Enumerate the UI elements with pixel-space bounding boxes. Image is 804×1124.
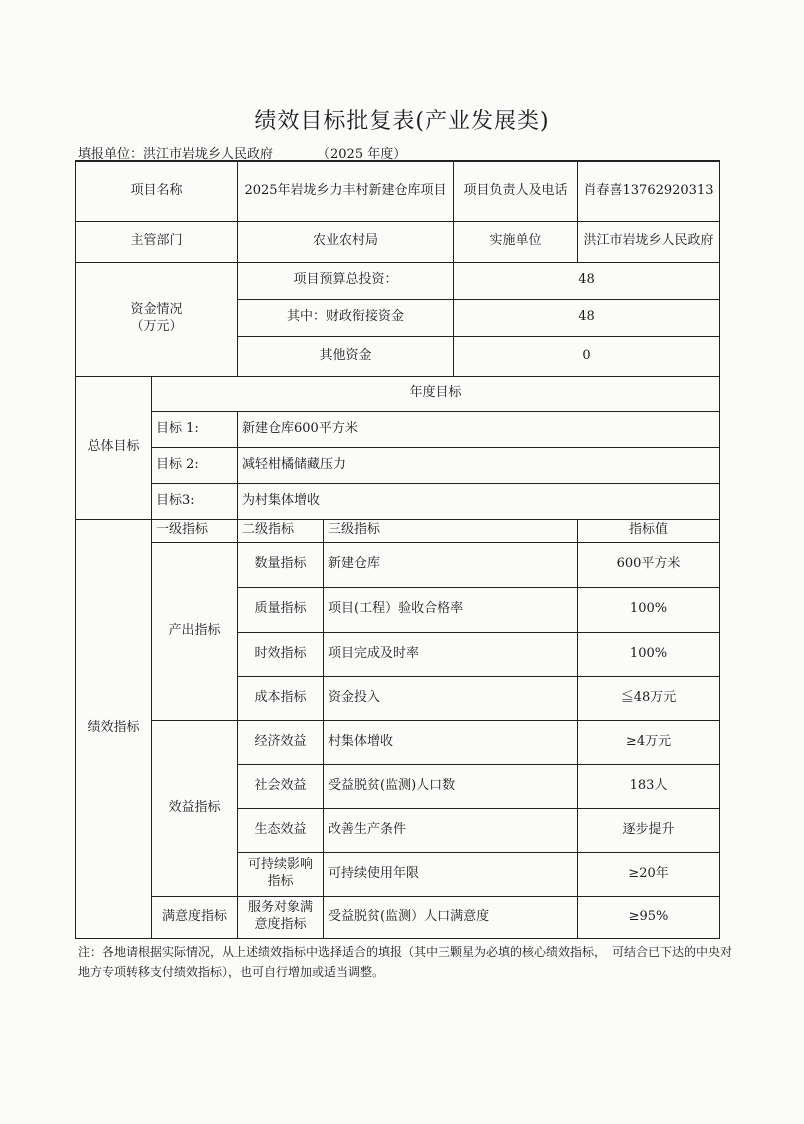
kpi-value: 100% [578, 632, 720, 676]
fund-row-label: 其他资金 [238, 336, 454, 376]
dept-value: 农业农村局 [238, 221, 454, 262]
fund-row-value: 48 [454, 299, 720, 336]
kpi-value: ≥4万元 [578, 720, 720, 764]
funds-unit: （万元） [130, 319, 183, 334]
kpi-l3: 受益脱贫(监测）人口满意度 [324, 896, 578, 938]
dept-label: 主管部门 [76, 221, 238, 262]
goal-label: 目标 2: [152, 447, 238, 483]
kpi-header-l3: 三级指标 [324, 519, 578, 542]
fund-row-label: 项目预算总投资： [238, 262, 454, 299]
kpi-l2: 经济效益 [238, 720, 324, 764]
goal-label: 目标3: [152, 483, 238, 519]
kpi-l2: 质量指标 [238, 587, 324, 632]
project-manager-label: 项目负责人及电话 [454, 161, 578, 221]
kpi-l2: 生态效益 [238, 808, 324, 852]
kpi-value: ≥20年 [578, 852, 720, 896]
report-year: （2025 年度） [317, 147, 407, 162]
reporting-unit: 填报单位：洪江市岩垅乡人民政府 [78, 147, 274, 162]
kpi-l2: 服务对象满意度指标 [238, 896, 324, 938]
kpi-l3: 项目完成及时率 [324, 632, 578, 676]
goal-value: 新建仓库600平方米 [238, 411, 720, 447]
impl-value: 洪江市岩垅乡人民政府 [578, 221, 720, 262]
kpi-header-value: 指标值 [578, 519, 720, 542]
kpi-l3: 受益脱贫(监测)人口数 [324, 764, 578, 808]
goals-label: 总体目标 [76, 376, 152, 519]
kpi-l2: 社会效益 [238, 764, 324, 808]
kpi-label: 绩效指标 [76, 519, 152, 938]
kpi-l3: 改善生产条件 [324, 808, 578, 852]
project-name-label: 项目名称 [76, 161, 238, 221]
kpi-value: 600平方米 [578, 542, 720, 587]
kpi-group-satisfaction: 满意度指标 [152, 896, 238, 938]
annual-goal-header: 年度目标 [152, 376, 720, 411]
kpi-value: 183人 [578, 764, 720, 808]
impl-label: 实施单位 [454, 221, 578, 262]
kpi-value: 100% [578, 587, 720, 632]
fund-row-value: 48 [454, 262, 720, 299]
fund-row-label: 其中：财政衔接资金 [238, 299, 454, 336]
kpi-value: ≥95% [578, 896, 720, 938]
page-title: 绩效目标批复表(产业发展类) [254, 109, 550, 134]
kpi-l2: 可持续影响指标 [238, 852, 324, 896]
funds-label [76, 262, 238, 376]
kpi-l3: 可持续使用年限 [324, 852, 578, 896]
kpi-l3: 资金投入 [324, 676, 578, 720]
fund-row-value: 0 [454, 336, 720, 376]
project-manager-value: 肖春喜13762920313 [578, 161, 720, 221]
kpi-value: ≦48万元 [578, 676, 720, 720]
kpi-l2: 成本指标 [238, 676, 324, 720]
kpi-l2: 数量指标 [238, 542, 324, 587]
kpi-l3: 村集体增收 [324, 720, 578, 764]
kpi-group-output: 产出指标 [152, 542, 238, 720]
kpi-l3: 新建仓库 [324, 542, 578, 587]
goal-label: 目标 1: [152, 411, 238, 447]
footnote: 注：各地请根据实际情况，从上述绩效指标中选择适合的填报（其中三颗星为必填的核心绩效指标， 可结合已下达的中央对地方专项转移支付绩效指标），也可自行增加或适当调整。 [78, 945, 733, 979]
kpi-header-l1: 一级指标 [152, 519, 238, 542]
kpi-l2: 时效指标 [238, 632, 324, 676]
goal-value: 为村集体增收 [238, 483, 720, 519]
project-name-value: 2025年岩垅乡力丰村新建仓库项目 [238, 161, 454, 221]
goal-value: 减轻柑橘储藏压力 [238, 447, 720, 483]
performance-table [75, 160, 720, 939]
kpi-group-benefit: 效益指标 [152, 720, 238, 896]
kpi-header-l2: 二级指标 [238, 519, 324, 542]
kpi-value: 逐步提升 [578, 808, 720, 852]
funds-title: 资金情况 [130, 302, 183, 318]
kpi-l3: 项目(工程）验收合格率 [324, 587, 578, 632]
